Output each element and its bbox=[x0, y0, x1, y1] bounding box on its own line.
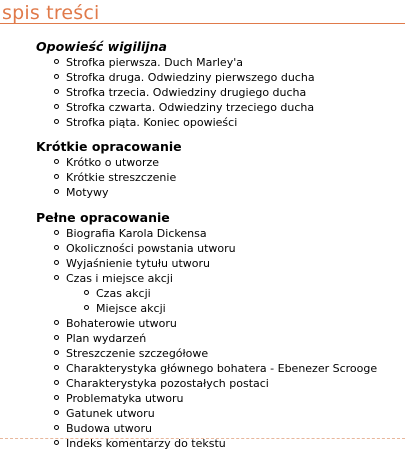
toc-link-charakterystyka-postaci[interactable] bbox=[66, 376, 401, 391]
toc-link-label: Okoliczności powstania utworu bbox=[66, 242, 236, 255]
toc-link-krotko-o-utworze[interactable] bbox=[66, 155, 401, 170]
toc-link-strofka-piata[interactable] bbox=[66, 115, 401, 130]
bullet-icon bbox=[54, 74, 59, 79]
toc-link-label: Gatunek utworu bbox=[66, 407, 155, 420]
section-title: Opowieść wigilijna bbox=[36, 39, 167, 54]
toc-link-label: Krótko o utworze bbox=[66, 156, 160, 169]
toc-link-okolicznosci[interactable] bbox=[66, 241, 401, 256]
bullet-icon bbox=[54, 395, 59, 400]
toc-link-miejsce-akcji[interactable] bbox=[96, 301, 401, 316]
toc-link-label: Bohaterowie utworu bbox=[66, 317, 177, 330]
page-title: spis treści bbox=[2, 2, 100, 24]
full-study-list bbox=[36, 226, 401, 286]
toc-link-czas-i-miejsce[interactable] bbox=[66, 271, 401, 286]
bullet-icon bbox=[54, 260, 59, 265]
section-title: Pełne opracowanie bbox=[36, 210, 170, 225]
section-spacer bbox=[36, 200, 401, 210]
toc-link-label: Budowa utworu bbox=[66, 422, 152, 435]
table-of-contents bbox=[36, 39, 401, 451]
toc-link-streszczenie-szczegolowe[interactable] bbox=[66, 346, 401, 361]
toc-link-label: Plan wydarzeń bbox=[66, 332, 147, 345]
bullet-icon bbox=[54, 189, 59, 194]
toc-link-label: Strofka piąta. Koniec opowieści bbox=[66, 116, 238, 129]
toc-link-biografia[interactable] bbox=[66, 226, 401, 241]
section-krotkie-opracowanie bbox=[36, 139, 401, 200]
toc-link-krotkie-streszczenie[interactable] bbox=[66, 170, 401, 185]
full-study-list-continued bbox=[36, 316, 401, 451]
toc-link-bohaterowie[interactable] bbox=[66, 316, 401, 331]
bullet-icon bbox=[54, 59, 59, 64]
bullet-icon bbox=[54, 320, 59, 325]
toc-link-label: Indeks komentarzy do tekstu bbox=[66, 437, 226, 450]
bullet-icon bbox=[54, 89, 59, 94]
header-divider bbox=[0, 23, 405, 24]
bullet-icon bbox=[54, 380, 59, 385]
toc-link-label: Charakterystyka głównego bohatera - Ebenezer Scrooge bbox=[66, 362, 378, 375]
toc-link-strofka-pierwsza[interactable] bbox=[66, 55, 401, 70]
toc-link-label: Wyjaśnienie tytułu utworu bbox=[66, 257, 211, 270]
bullet-icon bbox=[54, 425, 59, 430]
section-pelne-opracowanie bbox=[36, 210, 401, 451]
toc-link-gatunek[interactable] bbox=[66, 406, 401, 421]
bullet-icon bbox=[54, 174, 59, 179]
toc-link-label: Streszczenie szczegółowe bbox=[66, 347, 209, 360]
toc-link-label: Charakterystyka pozostałych postaci bbox=[66, 377, 269, 390]
toc-link-label: Strofka trzecia. Odwiedziny drugiego ducha bbox=[66, 86, 307, 99]
bullet-icon bbox=[54, 104, 59, 109]
section-spacer bbox=[36, 130, 401, 139]
bullet-icon bbox=[54, 119, 59, 124]
toc-link-label: Motywy bbox=[66, 186, 109, 199]
footer-divider bbox=[0, 438, 405, 439]
nested-list bbox=[36, 286, 401, 316]
toc-link-label: Miejsce akcji bbox=[96, 302, 166, 315]
bullet-icon bbox=[54, 230, 59, 235]
toc-link-label: Krótkie streszczenie bbox=[66, 171, 177, 184]
toc-link-motywy[interactable] bbox=[66, 185, 401, 200]
chapter-list bbox=[36, 55, 401, 130]
toc-link-label: Problematyka utworu bbox=[66, 392, 184, 405]
page-header bbox=[0, 0, 405, 26]
bullet-icon bbox=[84, 290, 89, 295]
toc-link-label: Biografia Karola Dickensa bbox=[66, 227, 207, 240]
bullet-icon bbox=[54, 350, 59, 355]
toc-link-wyjasnienie-tytulu[interactable] bbox=[66, 256, 401, 271]
section-opowiesc-wigilijna bbox=[36, 39, 401, 130]
section-title: Krótkie opracowanie bbox=[36, 139, 182, 154]
toc-link-label: Czas akcji bbox=[96, 287, 151, 300]
toc-link-strofka-czwarta[interactable] bbox=[66, 100, 401, 115]
bullet-icon bbox=[54, 245, 59, 250]
toc-link-strofka-trzecia[interactable] bbox=[66, 85, 401, 100]
summary-list bbox=[36, 155, 401, 200]
toc-link-strofka-druga[interactable] bbox=[66, 70, 401, 85]
bullet-icon bbox=[84, 305, 89, 310]
toc-link-label: Czas i miejsce akcji bbox=[66, 272, 173, 285]
bullet-icon bbox=[54, 275, 59, 280]
bullet-icon bbox=[54, 365, 59, 370]
toc-link-problematyka[interactable] bbox=[66, 391, 401, 406]
bullet-icon bbox=[54, 335, 59, 340]
toc-link-czas-akcji[interactable] bbox=[96, 286, 401, 301]
toc-link-label: Strofka druga. Odwiedziny pierwszego ducha bbox=[66, 71, 315, 84]
toc-link-budowa[interactable] bbox=[66, 421, 401, 436]
bullet-icon bbox=[54, 159, 59, 164]
toc-link-label: Strofka pierwsza. Duch Marley'a bbox=[66, 56, 243, 69]
toc-link-plan-wydarzen[interactable] bbox=[66, 331, 401, 346]
toc-link-charakterystyka-scrooge[interactable] bbox=[66, 361, 401, 376]
toc-link-label: Strofka czwarta. Odwiedziny trzeciego ducha bbox=[66, 101, 315, 114]
bullet-icon bbox=[54, 410, 59, 415]
